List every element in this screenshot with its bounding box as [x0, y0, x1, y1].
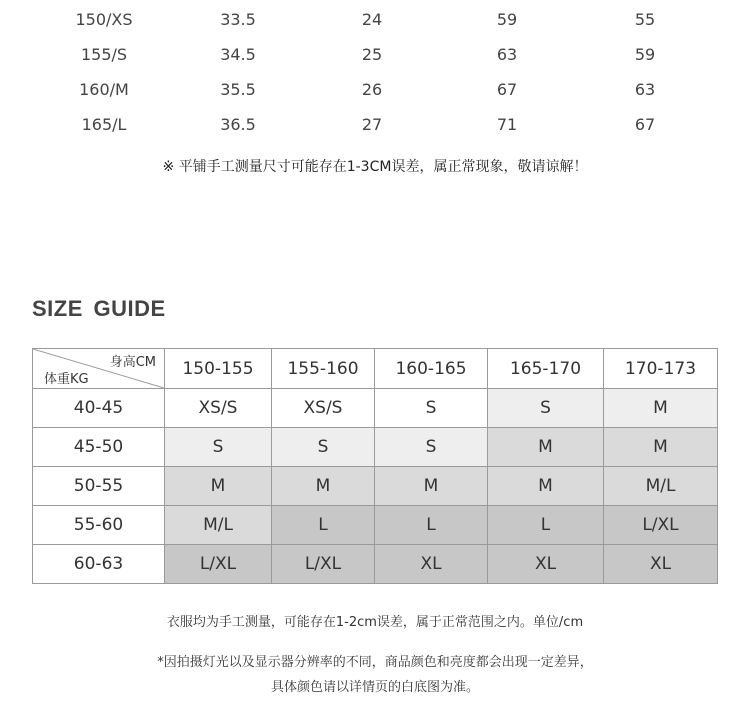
- measurement-value-cell: 63: [634, 80, 656, 99]
- measurement-row: [40, 72, 712, 107]
- height-range-header: 150-155: [165, 349, 272, 389]
- measurement-size-cell: 160/M: [79, 80, 129, 99]
- size-cell: M: [375, 467, 488, 506]
- size-cell: M: [488, 428, 604, 467]
- size-cell: M: [604, 428, 718, 467]
- height-range-header: 165-170: [488, 349, 604, 389]
- size-guide-row: [33, 506, 718, 545]
- size-cell: L/XL: [604, 506, 718, 545]
- measurement-size-cell: 155/S: [80, 45, 128, 64]
- weight-range-cell: 40-45: [33, 389, 165, 428]
- measurement-row: [40, 37, 712, 72]
- measurement-value-cell: 24: [361, 10, 383, 29]
- size-cell: L/XL: [272, 545, 375, 584]
- size-guide-header-row: [33, 349, 718, 389]
- height-range-header: 155-160: [272, 349, 375, 389]
- measurement-value-cell: 59: [496, 10, 518, 29]
- size-cell: S: [375, 428, 488, 467]
- color-disclaimer-line1: *因拍摄灯光以及显示器分辨率的不同，商品颜色和亮度都会出现一定差异，: [157, 655, 593, 670]
- size-cell: S: [488, 389, 604, 428]
- measurement-row: [40, 107, 712, 142]
- color-disclaimer-line2: 具体颜色请以详情页的白底图为准。: [270, 680, 479, 695]
- measurement-value-cell: 59: [634, 45, 656, 64]
- weight-range-cell: 55-60: [33, 506, 165, 545]
- weight-range-cell: 50-55: [33, 467, 165, 506]
- height-axis-label: 身高CM: [109, 355, 156, 370]
- size-cell: XL: [375, 545, 488, 584]
- size-guide-row: [33, 389, 718, 428]
- size-guide-corner-cell: [33, 349, 165, 389]
- size-cell: S: [375, 389, 488, 428]
- size-cell: L: [488, 506, 604, 545]
- measurement-value-cell: 34.5: [220, 45, 256, 64]
- size-cell: S: [272, 428, 375, 467]
- measurement-value-cell: 25: [361, 45, 383, 64]
- size-cell: S: [165, 428, 272, 467]
- size-guide-title: SIZE GUIDE: [32, 296, 166, 321]
- size-cell: M: [272, 467, 375, 506]
- measurement-size-cell: 165/L: [81, 115, 127, 134]
- size-cell: M: [488, 467, 604, 506]
- measurement-row: [40, 2, 712, 37]
- measurement-error-note: ※ 平铺手工测量尺寸可能存在1-3CM误差，属正常现象，敬请谅解！: [162, 159, 588, 175]
- measurement-value-cell: 71: [496, 115, 518, 134]
- size-guide-row: [33, 428, 718, 467]
- measurement-value-cell: 33.5: [220, 10, 256, 29]
- size-cell: M/L: [165, 506, 272, 545]
- weight-range-cell: 60-63: [33, 545, 165, 584]
- size-cell: M: [165, 467, 272, 506]
- size-cell: L: [272, 506, 375, 545]
- height-range-header: 170-173: [604, 349, 718, 389]
- measurement-value-cell: 36.5: [220, 115, 256, 134]
- size-cell: L/XL: [165, 545, 272, 584]
- measurement-value-cell: 35.5: [220, 80, 256, 99]
- measurement-value-cell: 67: [634, 115, 656, 134]
- measurement-value-cell: 55: [634, 10, 656, 29]
- measurement-value-cell: 26: [361, 80, 383, 99]
- measurement-size-cell: 150/XS: [75, 10, 133, 29]
- size-cell: XL: [488, 545, 604, 584]
- size-cell: XS/S: [165, 389, 272, 428]
- measurement-note: 衣服均为手工测量，可能存在1-2cm误差，属于正常范围之内。单位/cm: [166, 615, 584, 630]
- size-guide-row: [33, 545, 718, 584]
- measurement-value-cell: 63: [496, 45, 518, 64]
- height-range-header: 160-165: [375, 349, 488, 389]
- size-guide-table: [32, 348, 718, 584]
- weight-axis-label: 体重KG: [44, 372, 89, 387]
- measurement-value-cell: 67: [496, 80, 518, 99]
- size-cell: M/L: [604, 467, 718, 506]
- measurement-table: [40, 2, 712, 142]
- size-cell: M: [604, 389, 718, 428]
- measurement-value-cell: 27: [361, 115, 383, 134]
- size-cell: L: [375, 506, 488, 545]
- size-cell: XS/S: [272, 389, 375, 428]
- size-guide-row: [33, 467, 718, 506]
- weight-range-cell: 45-50: [33, 428, 165, 467]
- size-cell: XL: [604, 545, 718, 584]
